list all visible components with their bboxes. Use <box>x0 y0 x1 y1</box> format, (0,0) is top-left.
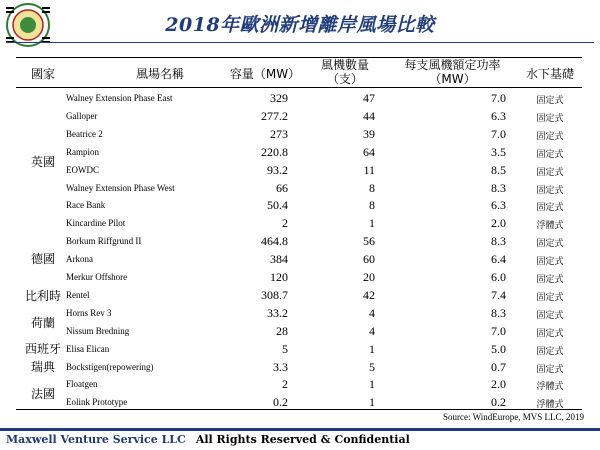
header-farm: 風場名稱 <box>135 67 184 81</box>
header-turbines: 風機數量 （支） <box>320 58 369 86</box>
farm-name: Kincardine Pilot <box>66 218 126 229</box>
rated-power-cell: 8.3 <box>491 180 506 195</box>
farm-name: Eolink Prototype <box>66 397 128 408</box>
rated-power-cell: 2.0 <box>491 216 506 231</box>
rated-power-cell: 6.0 <box>491 270 506 284</box>
table-row <box>0 179 600 198</box>
table-row <box>0 89 600 108</box>
header-capacity: 容量（MW） <box>229 67 301 81</box>
header-country: 國家 <box>30 67 55 81</box>
footer <box>6 433 410 446</box>
farm-name: Rampion <box>66 146 99 157</box>
header-bottom-rule <box>16 87 582 88</box>
farm-name: Galloper <box>66 110 98 121</box>
table-bottom-rule <box>16 409 582 410</box>
page-title: 2018年歐洲新增離岸風場比較 <box>165 14 435 36</box>
table-row <box>0 340 600 359</box>
rated-power-cell: 0.7 <box>491 359 506 374</box>
capacity-cell: 273 <box>270 126 288 141</box>
foundation-cell: 固定式 <box>536 203 564 214</box>
capacity-cell: 2 <box>282 377 288 392</box>
rated-power-cell: 8.3 <box>491 234 506 249</box>
rated-power-cell: 6.3 <box>491 198 506 213</box>
capacity-cell: 66 <box>276 180 288 195</box>
capacity-cell: 33.2 <box>267 305 288 320</box>
capacity-cell: 329 <box>270 91 288 105</box>
country-uk: 英國 <box>30 155 55 169</box>
turbine-count-cell: 5 <box>369 359 375 374</box>
turbine-count-cell: 1 <box>369 341 375 356</box>
farm-name: Merkur Offshore <box>66 272 128 282</box>
table-row <box>0 161 600 180</box>
farm-name: Elisa Elican <box>66 343 110 354</box>
table-row <box>0 286 600 305</box>
rated-power-cell: 3.5 <box>491 144 506 159</box>
farm-name: Walney Extension Phase West <box>66 182 175 193</box>
foundation-cell: 固定式 <box>536 275 564 285</box>
capacity-cell: 464.8 <box>261 234 288 249</box>
turbine-count-cell: 47 <box>363 91 375 105</box>
farm-name: EOWDC <box>66 164 99 175</box>
capacity-cell: 220.8 <box>261 144 288 159</box>
footer-company: Maxwell Venture Service LLC <box>6 433 186 446</box>
turbine-count-cell: 42 <box>363 287 375 302</box>
farm-name: Bockstigen(repowering) <box>66 361 154 372</box>
capacity-cell: 93.2 <box>267 162 288 177</box>
turbine-count-cell: 1 <box>369 216 375 231</box>
country-france: 法國 <box>30 387 55 401</box>
turbine-count-cell: 56 <box>363 234 375 249</box>
turbine-count-cell: 1 <box>369 377 375 392</box>
turbine-count-cell: 1 <box>369 395 375 410</box>
farm-name: Borkum Riffgrund II <box>66 236 142 247</box>
turbine-count-cell: 60 <box>363 252 375 267</box>
capacity-cell: 277.2 <box>261 108 288 123</box>
turbine-count-cell: 8 <box>369 180 375 195</box>
table-row <box>0 268 600 287</box>
farm-name: Beatrice 2 <box>66 128 103 139</box>
farm-name: Walney Extension Phase East <box>66 93 173 103</box>
foundation-cell: 固定式 <box>536 96 564 106</box>
table-row <box>0 107 600 126</box>
farm-name: Arkona <box>66 254 93 265</box>
rated-power-cell: 5.0 <box>491 341 506 356</box>
header-foundation: 水下基礎 <box>525 67 574 81</box>
footer-rights: All Rights Reserved & Confidential <box>195 433 410 446</box>
foundation-cell: 固定式 <box>536 292 564 303</box>
foundation-cell: 固定式 <box>536 310 564 321</box>
turbine-count-cell: 11 <box>363 162 375 177</box>
table-row <box>0 232 600 251</box>
table-row <box>0 214 600 233</box>
turbine-count-cell: 44 <box>363 108 375 123</box>
foundation-cell: 固定式 <box>536 328 564 339</box>
foundation-cell: 固定式 <box>536 185 564 196</box>
farm-name: Horns Rev 3 <box>66 307 112 318</box>
turbine-count-cell: 4 <box>369 323 375 338</box>
country-spain: 西班牙 <box>24 342 61 356</box>
turbine-count-cell: 8 <box>369 198 375 213</box>
farm-name: Floatgen <box>66 379 98 390</box>
turbine-count-cell: 39 <box>363 126 375 141</box>
turbine-count-cell: 64 <box>363 144 375 159</box>
table-row <box>0 196 600 215</box>
country-sweden: 瑞典 <box>30 360 55 374</box>
farm-name: Rentel <box>66 289 90 300</box>
table-row <box>0 375 600 394</box>
source-note: Source: WindEurope, MVS LLC, 2019 <box>443 412 584 422</box>
foundation-cell: 固定式 <box>536 364 564 375</box>
foundation-cell: 固定式 <box>536 131 564 142</box>
rated-power-cell: 7.0 <box>491 126 506 141</box>
title-divider <box>6 42 594 43</box>
footer-bar <box>0 428 600 431</box>
capacity-cell: 120 <box>270 270 288 284</box>
table-row <box>0 250 600 269</box>
turbine-count-cell: 4 <box>369 305 375 320</box>
capacity-cell: 3.3 <box>273 359 288 374</box>
foundation-cell: 固定式 <box>536 167 564 178</box>
table-row <box>0 304 600 323</box>
foundation-cell: 固定式 <box>536 239 564 250</box>
foundation-cell: 固定式 <box>536 149 564 160</box>
rated-power-cell: 8.5 <box>491 162 506 177</box>
country-belgium: 比利時 <box>24 289 61 303</box>
farm-name: Race Bank <box>66 200 106 211</box>
table-row <box>0 322 600 341</box>
foundation-cell: 固定式 <box>536 257 564 268</box>
capacity-cell: 50.4 <box>267 198 288 213</box>
rated-power-cell: 6.4 <box>491 252 506 267</box>
capacity-cell: 384 <box>270 252 288 267</box>
rated-power-cell: 7.4 <box>491 287 506 302</box>
country-germany: 德國 <box>30 252 55 266</box>
rated-power-cell: 2.0 <box>491 377 506 392</box>
table-row <box>0 125 600 144</box>
table-row <box>0 358 600 377</box>
foundation-cell: 浮體式 <box>536 382 564 393</box>
capacity-cell: 308.7 <box>261 287 288 302</box>
rated-power-cell: 8.3 <box>491 305 506 320</box>
capacity-cell: 28 <box>276 323 288 338</box>
foundation-cell: 固定式 <box>536 346 564 357</box>
table-row <box>0 143 600 162</box>
rated-power-cell: 6.3 <box>491 108 506 123</box>
farm-name: Nissum Bredning <box>66 325 130 336</box>
capacity-cell: 2 <box>282 216 288 231</box>
foundation-cell: 固定式 <box>536 113 564 124</box>
header-power: 每支風機額定功率 （MW） <box>404 58 501 86</box>
capacity-cell: 0.2 <box>273 395 288 410</box>
rated-power-cell: 7.0 <box>491 91 506 105</box>
capacity-cell: 5 <box>282 341 288 356</box>
foundation-cell: 浮體式 <box>536 221 564 232</box>
turbine-count-cell: 20 <box>363 270 375 284</box>
rated-power-cell: 0.2 <box>491 395 506 410</box>
rated-power-cell: 7.0 <box>491 323 506 338</box>
foundation-cell: 浮體式 <box>536 400 564 411</box>
country-netherlands: 荷蘭 <box>30 316 55 330</box>
